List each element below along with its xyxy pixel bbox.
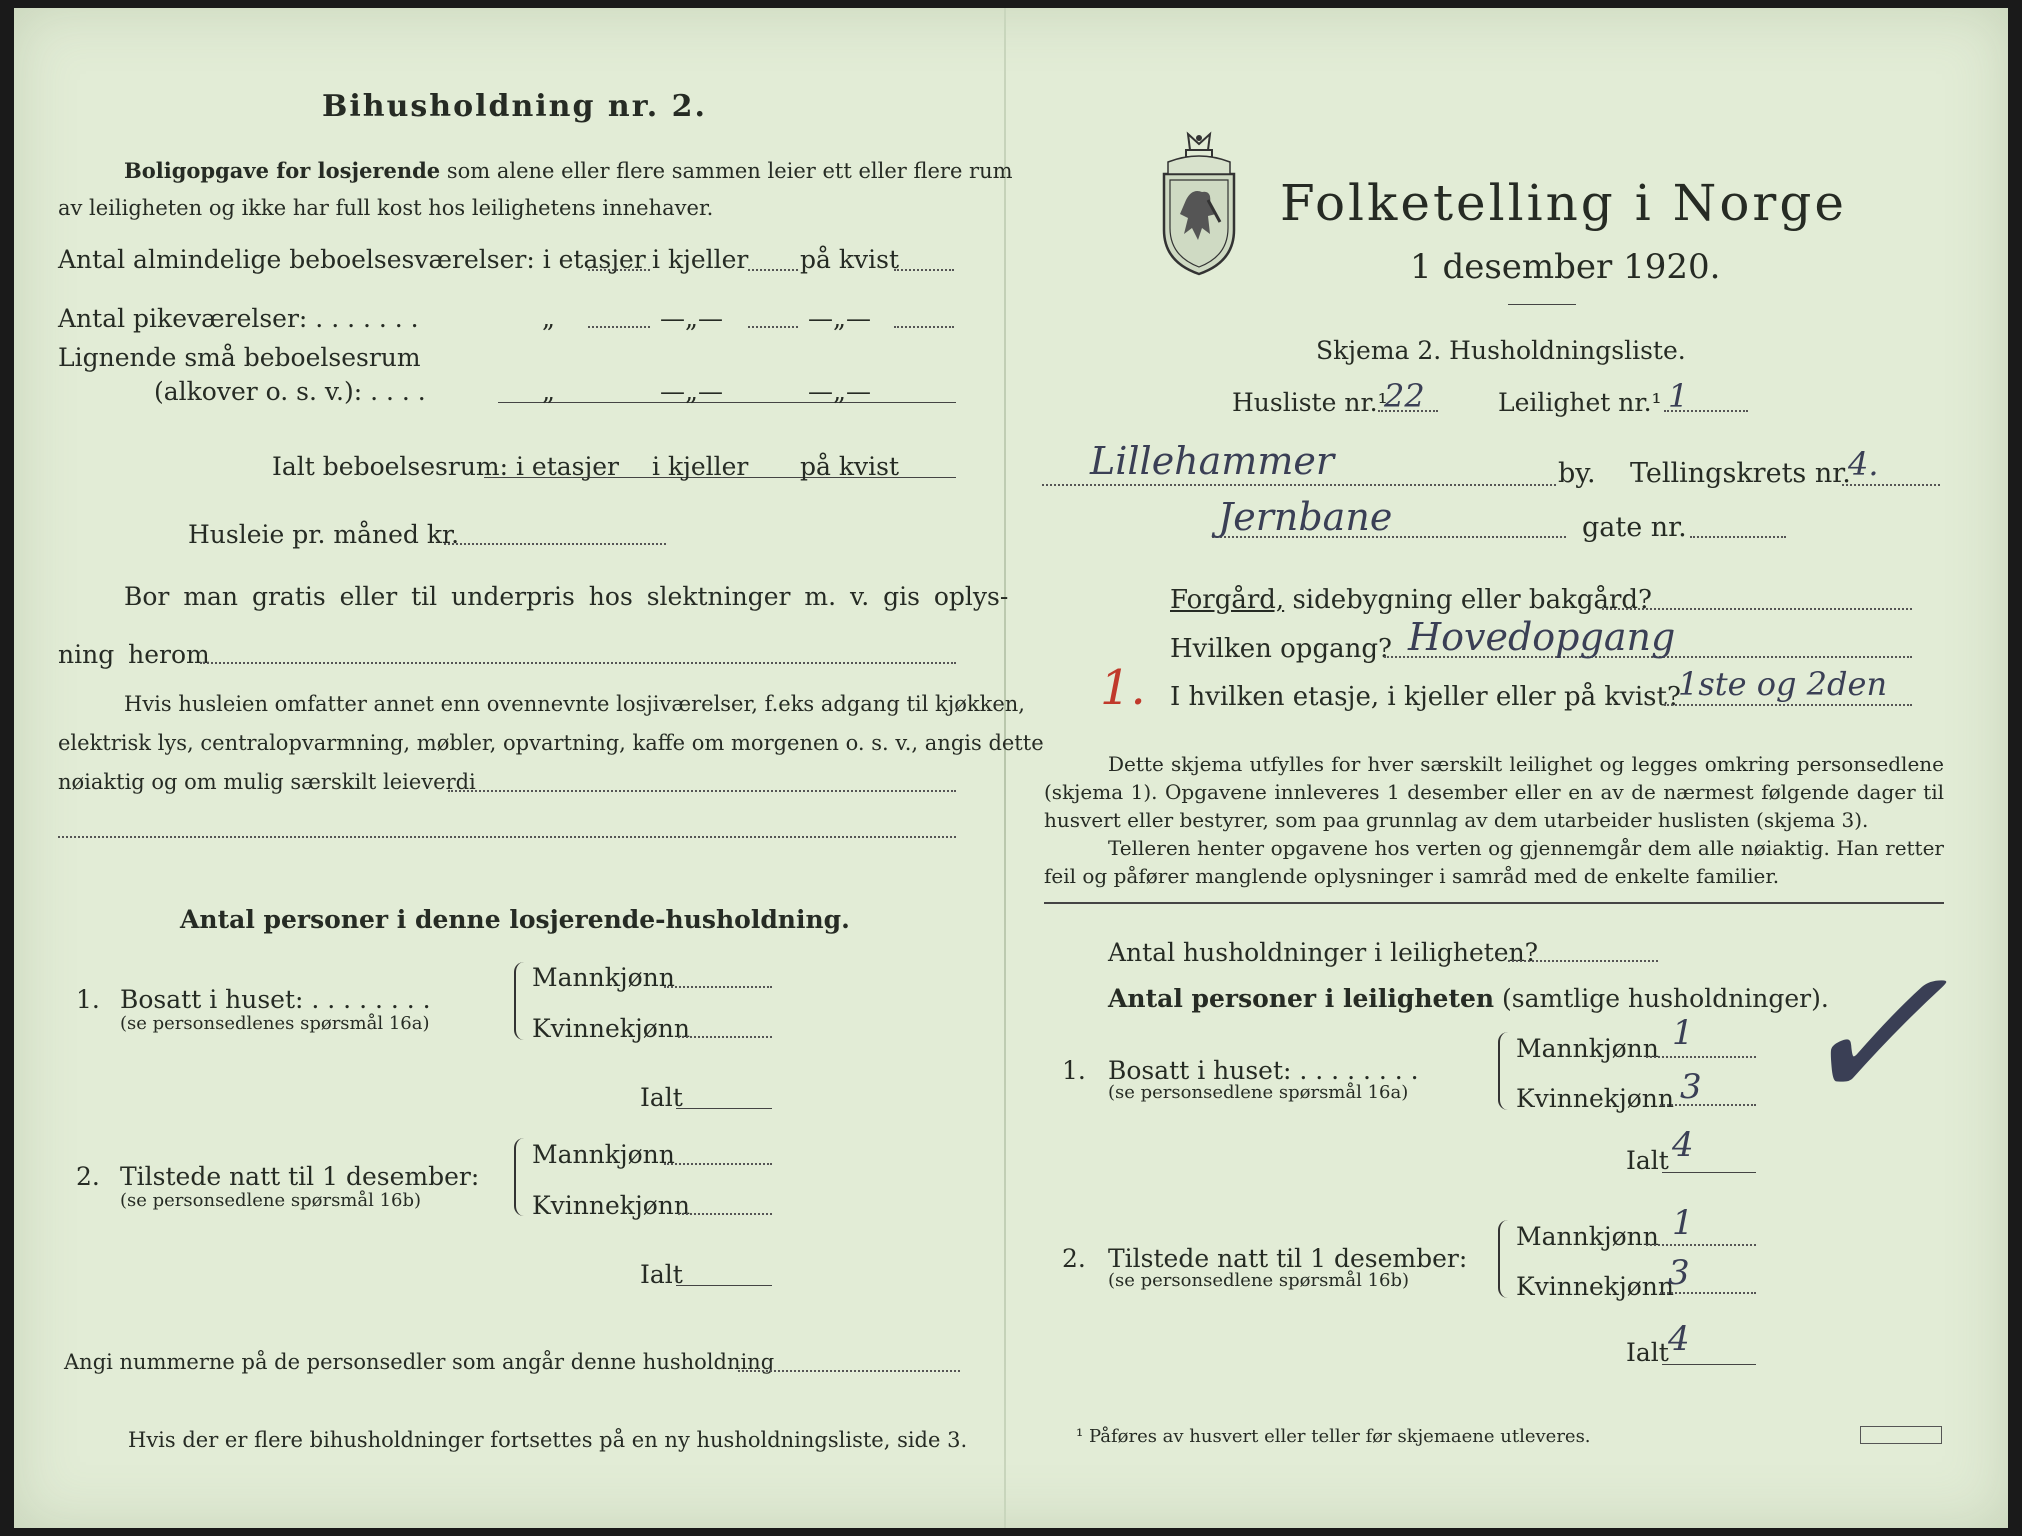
left-q1-label: Bosatt i huset: . . . . . . . . [120,985,431,1014]
rooms-kvist-label: på kvist [800,245,899,274]
rooms-kjeller-label: i kjeller [652,245,749,274]
losji-field[interactable] [448,790,956,792]
rooms-kjeller-field[interactable] [748,269,798,271]
forgard-field[interactable] [1602,608,1912,610]
left-intro-line2: av leiligheten og ikke har full kost hos leilighetens innehaver. [58,196,714,220]
right-title: Folketelling i Norge [1280,174,1847,232]
alkover-ditto: „ [542,377,555,406]
left-q1-mann-field[interactable] [664,986,772,988]
alkover-line [498,402,956,403]
red-margin-mark: 1. [1100,660,1146,716]
ialt-kjeller-label: i kjeller [652,452,749,481]
right-q2-kvinne-label: Kvinnekjønn [1516,1272,1674,1301]
city-field[interactable] [1042,484,1556,486]
left-q1-brace [514,962,528,1040]
antal-husholdninger-label: Antal husholdninger i leiligheten? [1108,938,1539,967]
right-date: 1 desember 1920. [1410,247,1721,287]
krets-label: Tellingskrets nr. [1630,458,1851,489]
etasje-value: 1ste og 2den [1678,665,1888,703]
antal-husholdninger-field[interactable] [1508,960,1658,962]
flere-text: Hvis der er flere bihusholdninger fortsettes på en ny husholdningsliste, side 3. [128,1428,968,1452]
pike-etasjer-field[interactable] [588,326,650,328]
norway-coat-of-arms-icon [1158,130,1240,276]
angi-text: Angi nummerne på de personsedler som angår denne husholdning [64,1350,775,1374]
right-q1-sub: (se personsedlene spørsmål 16a) [1108,1082,1409,1103]
left-title: Bihusholdning nr. 2. [322,89,707,124]
left-intro-line1 [124,160,1013,182]
forgard-rest: sidebygning eller bakgård? [1292,585,1652,615]
right-q1-ialt-field[interactable] [1662,1172,1756,1173]
pike-kjeller-field[interactable] [748,326,798,328]
etasje-field[interactable] [1664,704,1912,706]
right-q1-mann-field[interactable] [1646,1056,1756,1058]
opgang-label: Hvilken opgang? [1170,634,1392,664]
left-q1-kvinne-label: Kvinnekjønn [532,1014,690,1043]
alkover-ditto-3: —„— [808,377,871,406]
opgang-value: Hovedopgang [1408,615,1676,659]
instructions-2: Telleren henter opgavene hos verten og gjennemgår dem alle nøiaktig. Han retter feil og påfører manglende oplysninger i samråd med de enkelte familier. [1044,836,1944,888]
left-q1-ialt-label: Ialt [640,1083,683,1112]
gate-nr-field[interactable] [1690,536,1786,538]
rooms-etasjer-field[interactable] [588,269,650,271]
left-q2-label: Tilstede natt til 1 desember: [120,1162,480,1191]
left-q1-sub: (se personsedlenes spørsmål 16a) [120,1013,430,1034]
husleie-field[interactable] [444,543,666,545]
losji-text1: Hvis husleien omfatter annet enn ovennevnte losjiværelser, f.eks adgang til kjøkken, [124,692,1025,716]
right-persons-heading-rest: (samtlige husholdninger). [1502,984,1829,1013]
ialt-kvist-label: på kvist [800,452,899,481]
checkmark-icon: ✓ [1790,924,1950,1145]
right-persons-heading-bold: Antal personer i leiligheten [1108,984,1495,1013]
right-q2-ialt-label: Ialt [1626,1338,1669,1367]
alkover-ditto-2: —„— [660,377,723,406]
street-value: Jernbane [1218,495,1393,539]
krets-field[interactable] [1842,484,1940,486]
forgard-line [1170,587,1652,613]
etasje-label: I hvilken etasje, i kjeller eller på kvist? [1170,682,1681,712]
right-q2-mann-label: Mannkjønn [1516,1222,1659,1251]
left-q1-mann-label: Mannkjønn [532,963,675,992]
left-q2-sub: (se personsedlene spørsmål 16b) [120,1190,422,1211]
rooms-kvist-field[interactable] [894,269,954,271]
page-fold [1004,8,1006,1528]
losji-text3: nøiaktig og om mulig særskilt leieverdi [58,770,476,794]
ialt-rooms-label: Ialt beboelsesrum: i etasjer [272,452,620,481]
right-q2-kvinne-value: 3 [1668,1253,1690,1293]
right-persons-heading [1108,986,1829,1011]
right-q1-kvinne-value: 3 [1680,1067,1702,1107]
left-intro-rest: som alene eller flere sammen leier ett eller flere rum [446,159,1013,183]
gratis-text: Bor man gratis eller til underpris hos slektninger m. v. gis oplys- [124,582,1009,611]
right-q1-kvinne-field[interactable] [1660,1104,1756,1106]
right-q1-label: Bosatt i huset: . . . . . . . . [1108,1056,1419,1085]
left-q2-mann-label: Mannkjønn [532,1140,675,1169]
forgard-label: Forgård, [1170,585,1285,615]
losji-field-2[interactable] [58,836,956,838]
losji-text2: elektrisk lys, centralopvarmning, møbler, opvartning, kaffe om morgenen o. s. v., angis dette [58,731,1044,755]
left-q2-brace [514,1138,528,1216]
gate-label: gate nr. [1582,512,1687,543]
by-label: by. [1558,458,1596,489]
printer-stamp [1860,1426,1942,1444]
city-value: Lillehammer [1090,439,1335,483]
right-q1-mann-label: Mannkjønn [1516,1034,1659,1063]
husliste-label: Husliste nr.¹ [1232,388,1388,417]
left-q1-kvinne-field[interactable] [678,1036,772,1038]
pike-ditto: „ [542,304,555,333]
right-q1-brace [1498,1032,1512,1110]
right-q2-brace [1498,1220,1512,1298]
left-persons-heading: Antal personer i denne losjerende-husholdning. [180,905,850,934]
krets-value: 4. [1848,445,1879,483]
left-q2-number: 2. [76,1162,100,1191]
pike-ditto-2: —„— [660,304,723,333]
right-q2-number: 2. [1062,1244,1086,1273]
rooms-label: Antal almindelige beboelsesværelser: i etasjer [58,245,646,274]
right-q1-ialt-label: Ialt [1626,1146,1669,1175]
gratis-field[interactable] [200,662,956,664]
right-q2-ialt-field[interactable] [1662,1364,1756,1365]
angi-field[interactable] [738,1370,960,1372]
left-q1-ialt-field[interactable] [676,1108,772,1109]
gratis-text2: ning herom [58,640,210,669]
title-divider [1508,304,1576,305]
left-q2-ialt-field[interactable] [676,1285,772,1286]
leilighet-value: 1 [1668,377,1689,415]
instructions-divider [1044,902,1944,904]
right-q1-number: 1. [1062,1056,1086,1085]
right-q1-ialt-value: 4 [1672,1125,1694,1165]
alkover-label: (alkover o. s. v.): . . . . [154,377,426,406]
left-q2-kvinne-label: Kvinnekjønn [532,1191,690,1220]
left-q1-number: 1. [76,985,100,1014]
skjema-label: Skjema 2. Husholdningsliste. [1316,336,1686,365]
right-q1-mann-value: 1 [1672,1013,1694,1053]
right-q2-ialt-value: 4 [1668,1319,1690,1359]
lignende-label: Lignende små beboelsesrum [58,343,421,372]
right-q2-mann-field[interactable] [1646,1244,1756,1246]
right-q2-label: Tilstede natt til 1 desember: [1108,1244,1468,1273]
left-q2-mann-field[interactable] [664,1163,772,1165]
leilighet-label: Leilighet nr.¹ [1498,388,1662,417]
footnote: ¹ Påføres av husvert eller teller før skjemaene utleveres. [1076,1426,1591,1447]
pike-label: Antal pikeværelser: . . . . . . . [58,304,419,333]
instructions-1: Dette skjema utfylles for hver særskilt leilighet og legges omkring personsedlene (skjema 1). Opgavene innleveres 1 desember eller en av de nærmest følgende dager til husvert eller bestyrer, som paa grunnlag av dem utarbeider huslisten (skjema 3). [1044,752,1944,832]
left-q2-ialt-label: Ialt [640,1260,683,1289]
pike-ditto-3: —„— [808,304,871,333]
right-q1-kvinne-label: Kvinnekjønn [1516,1084,1674,1113]
husliste-value: 22 [1384,377,1425,415]
pike-kvist-field[interactable] [894,326,954,328]
husleie-label: Husleie pr. måned kr. [188,520,460,549]
left-q2-kvinne-field[interactable] [678,1213,772,1215]
right-q2-sub: (se personsedlene spørsmål 16b) [1108,1270,1410,1291]
right-q2-mann-value: 1 [1672,1203,1694,1243]
left-intro-bold: Boligopgave for losjerende [124,158,441,183]
